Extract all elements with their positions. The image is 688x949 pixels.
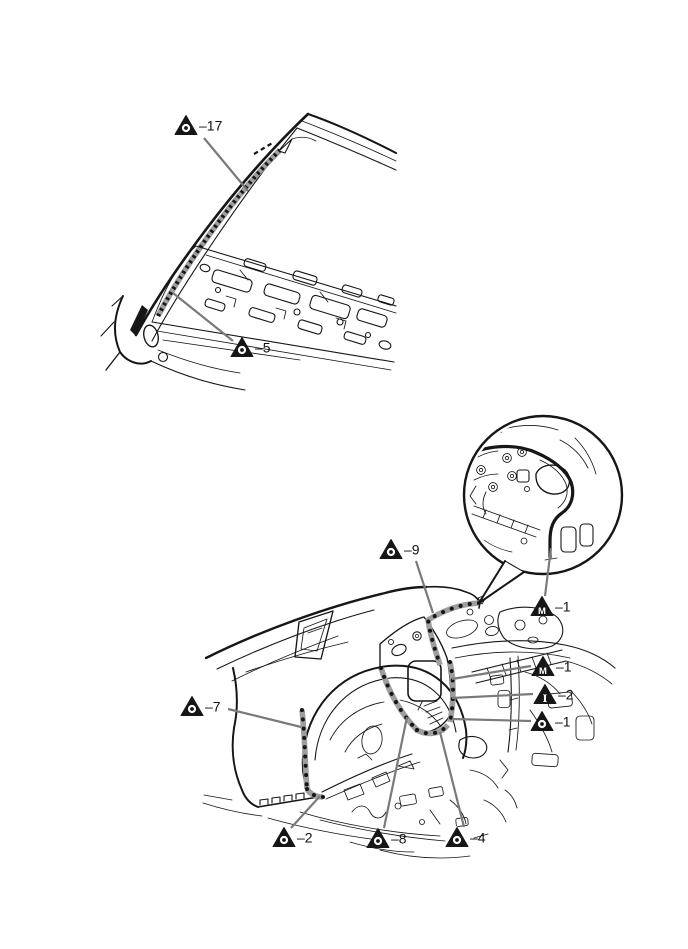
sealer-triangle-i-icon	[534, 685, 556, 706]
marker-7	[181, 697, 221, 716]
marker-label: –2	[297, 829, 313, 846]
magnified-inset	[464, 416, 622, 603]
marker-label: –1	[555, 713, 571, 730]
marker-2-bottom	[273, 828, 313, 847]
marker-label: –7	[205, 698, 221, 715]
sealer-triangle-dot-icon	[181, 697, 203, 716]
inset-sealer-line	[468, 446, 573, 557]
marker-label: –2	[558, 686, 574, 703]
leader-7	[228, 709, 301, 727]
leader-1-inset	[545, 548, 551, 596]
sealer-bead-wheel-arch	[302, 710, 323, 797]
pillar-base-oval-hole	[142, 324, 161, 349]
marker-1-lower-right	[531, 712, 571, 731]
leader-8	[384, 717, 407, 828]
marker-1-right	[532, 657, 572, 678]
marker-label: –1	[555, 598, 571, 615]
inset-content	[468, 426, 596, 561]
marker-label: –17	[199, 117, 223, 134]
marker-label: –1	[556, 658, 572, 675]
marker-label: –4	[470, 829, 486, 846]
figure-quarter-panel-sealer	[203, 416, 622, 858]
marker-label: –8	[391, 830, 407, 847]
marker-4	[446, 828, 486, 847]
rocker-edge	[258, 797, 318, 807]
sealer-markers	[175, 116, 574, 848]
svg-text:I: I	[542, 693, 548, 705]
sealer-triangle-dot-icon	[273, 828, 295, 847]
marker-9	[380, 540, 420, 559]
sealer-triangle-dot-icon	[446, 828, 468, 847]
sealer-triangle-dot-icon	[231, 338, 253, 357]
marker-17	[175, 116, 223, 135]
marker-label: –5	[255, 339, 271, 356]
quarter-inner-sealer-panel	[380, 617, 451, 732]
leader-17	[204, 138, 248, 191]
leader-5	[173, 293, 233, 341]
sealer-triangle-dot-icon	[367, 829, 389, 848]
marker-1-inset	[531, 597, 571, 618]
inset-circle	[464, 416, 622, 574]
sealer-triangle-dot-icon	[531, 712, 553, 731]
svg-text:M: M	[538, 606, 546, 617]
svg-text:M: M	[539, 666, 547, 677]
sealer-triangle-dot-icon	[380, 540, 402, 559]
inner-body-structure	[300, 607, 615, 858]
marker-label: –9	[404, 541, 420, 558]
sealer-bead-roof-rail	[158, 139, 292, 316]
sealer-triangle-m-icon	[531, 597, 553, 618]
sealer-triangle-dot-icon	[175, 116, 197, 135]
leader-4	[440, 732, 464, 827]
leader-2-right	[452, 694, 533, 698]
sealer-bead-quarter-right	[450, 662, 453, 722]
